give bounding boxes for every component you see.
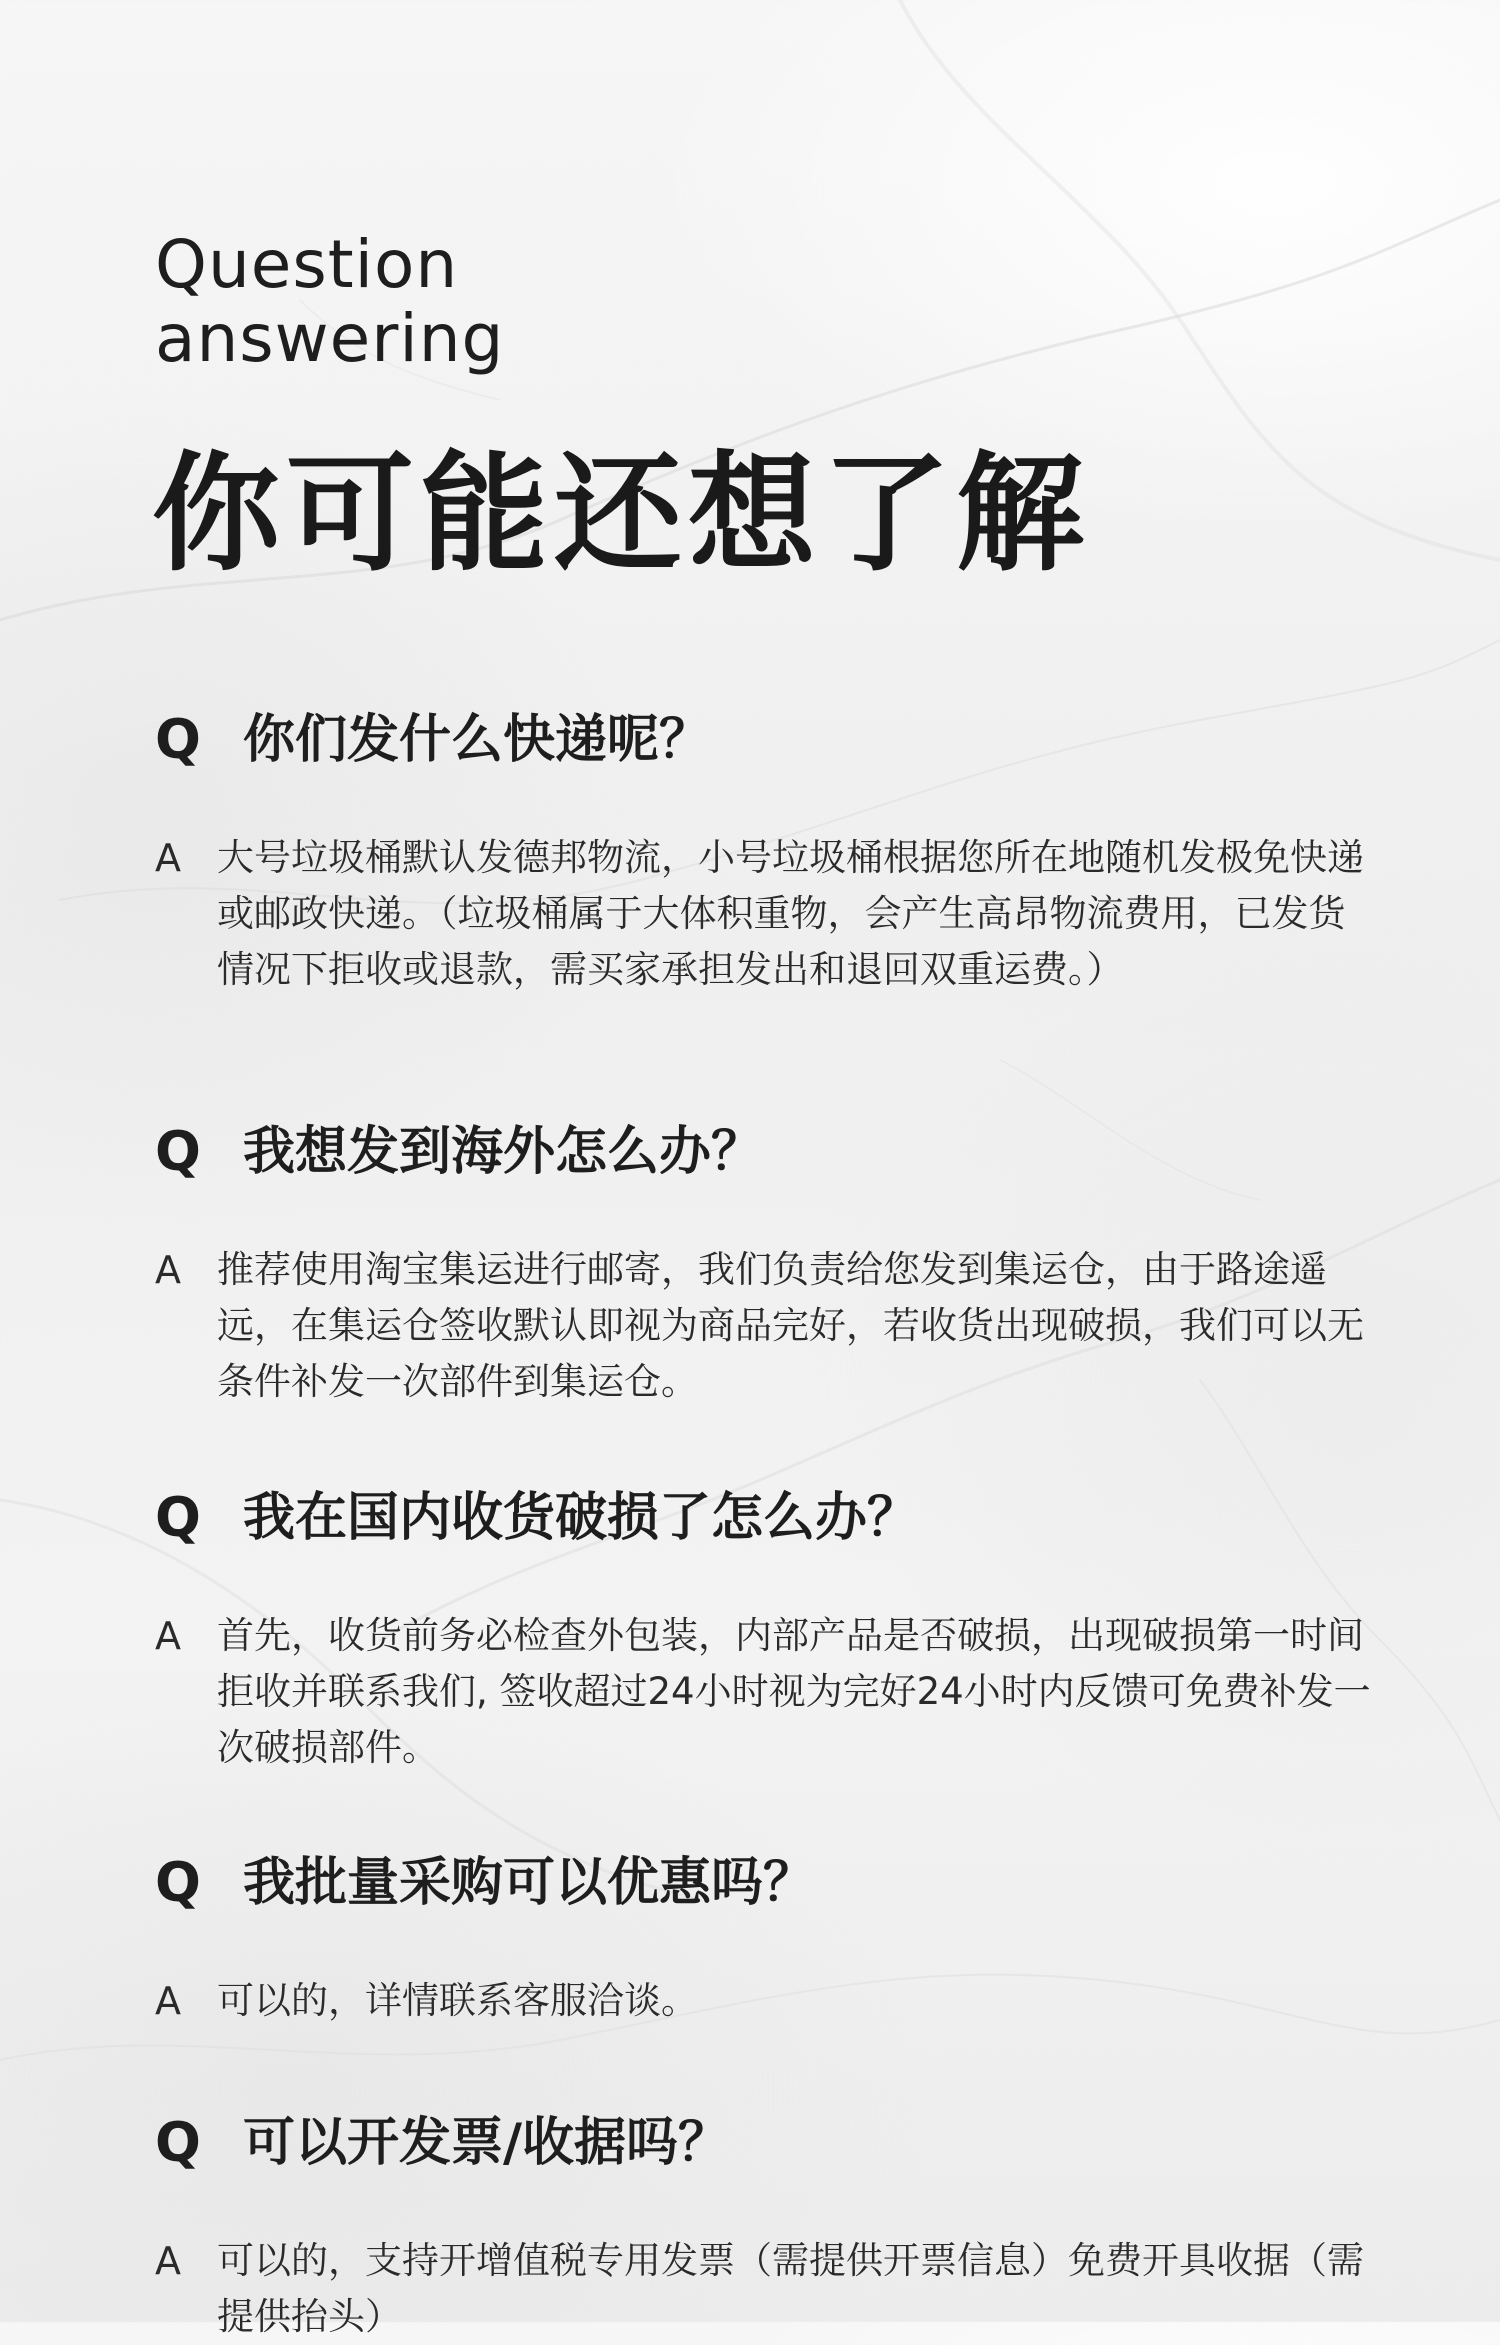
english-heading [155,228,504,376]
question-mark-label: Q [155,708,201,771]
question-mark-label: Q [155,1851,201,1914]
question-row [155,1478,1385,1558]
question-mark-label: Q [155,1120,201,1183]
question-row [155,700,1385,780]
answer-text: 推荐使用淘宝集运进行邮寄，我们负责给您发到集运仓，由于路途遥远，在集运仓签收默认即视为商品完好，若收货出现破损，我们可以无条件补发一次部件到集运仓。 [217,1248,1364,1403]
answer-mark-label: A [155,1979,181,2023]
answer-mark-label: A [155,2239,181,2283]
qa-item [155,700,1385,998]
answer-text: 可以的，详情联系客服洽谈。 [217,1979,698,2022]
question-text: 我在国内收货破损了怎么办？ [243,1488,920,1548]
question-text: 可以开发票/收据吗？ [243,2113,730,2173]
answer-row [155,1973,1385,2029]
answer-text: 首先，收货前务必检查外包装，内部产品是否破损，出现破损第一时间拒收并联系我们, 签收超过24小时视为完好24小时内反馈可免费补发一次破损部件。 [217,1614,1371,1769]
question-row [155,2103,1385,2183]
answer-mark-label: A [155,1248,181,1292]
qa-item [155,2103,1385,2345]
answer-row [155,1608,1385,1776]
qa-item [155,1112,1385,1410]
answer-mark-label: A [155,1614,181,1658]
question-row [155,1843,1385,1923]
question-mark-label: Q [155,2111,201,2174]
answer-row [155,2233,1385,2345]
question-text: 你们发什么快递呢？ [243,710,712,770]
chinese-heading: 你可能还想了解 [152,440,1091,589]
question-text: 我想发到海外怎么办？ [243,1122,764,1182]
answer-text: 可以的，支持开增值税专用发票（需提供开票信息）免费开具收据（需提供抬头） [217,2239,1364,2338]
qa-item [155,1478,1385,1776]
answer-row [155,1242,1385,1410]
question-row [155,1112,1385,1192]
answer-text: 大号垃圾桶默认发德邦物流，小号垃圾桶根据您所在地随机发极免快递或邮政快递。（垃圾桶属于大体积重物，会产生高昂物流费用，已发货情况下拒收或退款，需买家承担发出和退回双重运费。） [217,836,1364,991]
qa-item [155,1843,1385,2029]
answer-mark-label: A [155,836,181,880]
answer-row [155,830,1385,998]
english-heading-line2: answering [155,300,505,377]
english-heading-line1: Question [155,226,459,303]
question-text: 我批量采购可以优惠吗？ [243,1853,816,1913]
question-mark-label: Q [155,1486,201,1549]
